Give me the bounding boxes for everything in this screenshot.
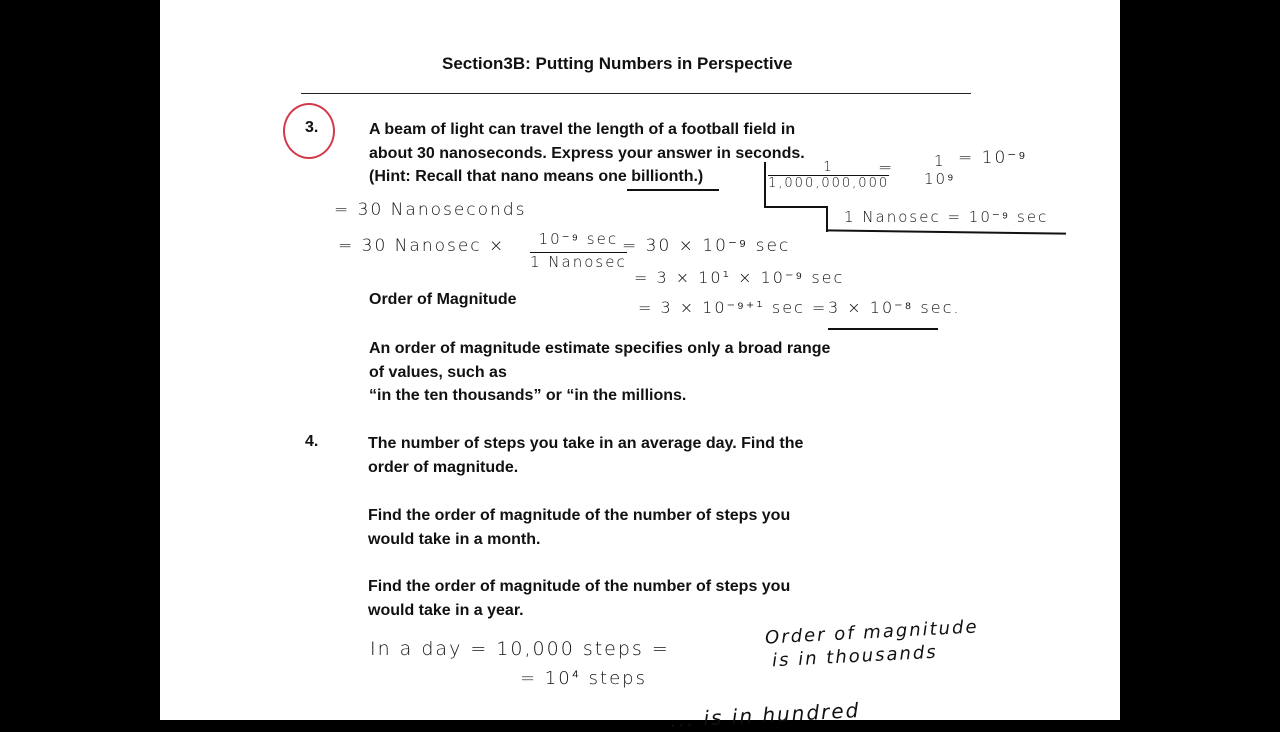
hw-text: Order of magnitude <box>764 616 980 649</box>
problem-line: would take in a year. <box>368 601 524 619</box>
hw-text: = 30 Nanoseconds <box>334 200 527 220</box>
hw-text: = 10⁻⁹ <box>958 148 1028 168</box>
hw-text: In a day = 10,000 steps = <box>370 638 670 660</box>
problem-line: Find the order of magnitude of the number of steps you <box>368 507 791 524</box>
hw-text: = 3 × 10¹ × 10⁻⁹ sec <box>634 268 845 287</box>
bracket-line <box>764 162 766 208</box>
hw-text: = <box>878 158 895 178</box>
hw-text: 1 Nanosec <box>530 253 627 271</box>
fraction-ten-nine <box>924 152 956 188</box>
conversion-fraction <box>530 230 627 271</box>
document-page <box>160 0 1120 732</box>
problem-4-part-2 <box>368 504 790 551</box>
hw-text: = 30 × 10⁻⁹ sec <box>622 236 791 256</box>
bracket-line <box>826 229 1066 234</box>
hw-text: = 3 × 10⁻⁹⁺¹ sec = <box>638 298 828 317</box>
problem-line: order of magnitude. <box>368 458 519 476</box>
problem-line: about 30 nanoseconds. Express your answer in seconds. <box>369 144 805 162</box>
answer-underline <box>828 328 938 330</box>
underline-annotation <box>627 189 719 191</box>
definition-line: An order of magnitude estimate specifies only a broad range <box>369 340 831 357</box>
hw-text: 1 Nanosec = 10⁻⁹ sec <box>844 208 1049 226</box>
title-divider <box>301 93 971 94</box>
problem-line: Find the order of magnitude of the number of steps you <box>368 578 791 595</box>
definition-line: of values, such as <box>369 363 507 381</box>
problem-line: would take in a month. <box>368 530 541 548</box>
hw-text: 10⁹ <box>924 170 956 188</box>
hw-text: is in thousands <box>771 641 939 672</box>
order-of-magnitude-heading: Order of Magnitude <box>369 291 517 308</box>
hw-text: 10⁻⁹ sec <box>530 230 627 253</box>
problem-3-number: 3. <box>305 119 319 136</box>
definition-line: “in the ten thousands” or “in the millions. <box>369 387 687 404</box>
hw-text: 1 <box>823 160 834 175</box>
problem-line: (Hint: Recall that nano means one billionth.) <box>369 168 704 185</box>
hw-text: = 10⁴ steps <box>520 668 647 689</box>
final-answer: 3 × 10⁻⁸ sec. <box>828 298 961 317</box>
hw-text: = 30 Nanosec × <box>338 236 506 256</box>
problem-4-part-3 <box>368 575 790 622</box>
hw-text: 1 <box>933 152 946 170</box>
bracket-line <box>826 206 828 232</box>
page-title: Section3B: Putting Numbers in Perspective <box>442 54 793 73</box>
problem-4-number: 4. <box>305 433 319 450</box>
problem-4-part-1 <box>368 432 803 479</box>
definition-text <box>369 337 830 408</box>
problem-line: The number of steps you take in an average day. Find the <box>368 435 804 452</box>
problem-line: A beam of light can travel the length of a football field in <box>369 121 796 138</box>
hw-text: ... is in hundred <box>669 698 861 732</box>
hw-text: 1,000,000,000 <box>768 176 890 191</box>
problem-3-text <box>369 118 805 189</box>
fraction-billion <box>768 160 889 191</box>
bracket-line <box>764 206 828 208</box>
